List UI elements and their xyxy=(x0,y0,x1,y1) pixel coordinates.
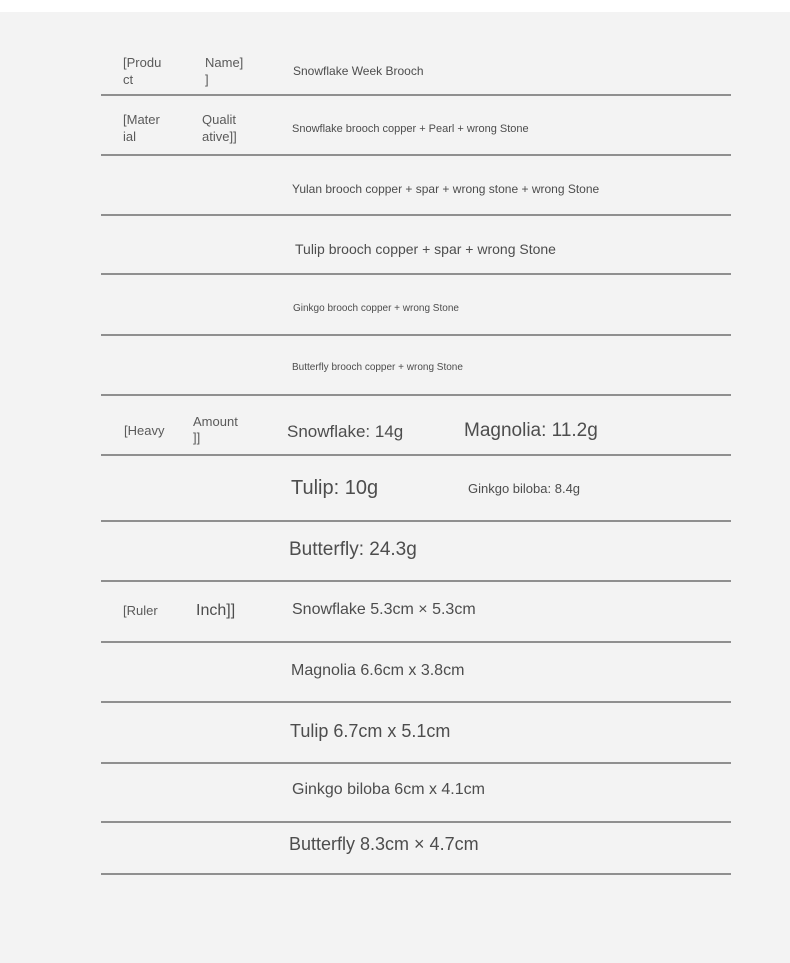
size-row xyxy=(101,703,731,764)
weight-value: Magnolia: 11.2g xyxy=(464,420,598,441)
product-name-label-b2: ] xyxy=(205,72,209,87)
size-row xyxy=(101,643,731,703)
material-value: Tulip brooch copper + spar + wrong Stone xyxy=(295,241,556,257)
size-row xyxy=(101,764,731,823)
size-label-b: Inch]] xyxy=(196,602,236,619)
material-value: Snowflake brooch copper + Pearl + wrong Stone xyxy=(292,123,529,135)
weight-value: Ginkgo biloba: 8.4g xyxy=(468,481,581,496)
product-name-label-a2: ct xyxy=(123,72,134,87)
size-value: Snowflake 5.3cm × 5.3cm xyxy=(292,601,476,618)
material-label-a1: [Mater xyxy=(123,112,160,127)
product-name-value: Snowflake Week Brooch xyxy=(293,64,424,78)
weight-value: Snowflake: 14g xyxy=(287,422,404,441)
weight-label-b2: ]] xyxy=(193,430,201,445)
material-value: Yulan brooch copper + spar + wrong stone + wrong Stone xyxy=(292,182,600,196)
material-row xyxy=(101,275,731,336)
size-value: Tulip 6.7cm x 5.1cm xyxy=(290,721,451,741)
size-value: Ginkgo biloba 6cm x 4.1cm xyxy=(292,781,485,798)
weight-row xyxy=(101,522,731,582)
weight-label-b1: Amount xyxy=(193,414,238,429)
size-value: Butterfly 8.3cm × 4.7cm xyxy=(289,834,479,854)
size-row xyxy=(101,823,731,875)
weight-row xyxy=(101,396,731,456)
product-name-label-b1: Name] xyxy=(205,55,244,70)
material-value: Butterfly brooch copper + wrong Stone xyxy=(292,362,463,373)
material-row xyxy=(101,336,731,396)
material-row xyxy=(101,96,731,156)
product-name-label-a1: [Produ xyxy=(123,55,162,70)
material-row xyxy=(101,216,731,275)
weight-value: Butterfly: 24.3g xyxy=(289,539,417,560)
weight-label-a: [Heavy xyxy=(124,423,165,438)
product-name-row xyxy=(101,48,731,96)
size-value: Magnolia 6.6cm x 3.8cm xyxy=(291,662,465,679)
material-row xyxy=(101,156,731,216)
material-value: Ginkgo brooch copper + wrong Stone xyxy=(293,303,459,314)
material-label-b1: Qualit xyxy=(202,112,236,127)
material-label-a2: ial xyxy=(123,129,137,144)
material-label-b2: ative]] xyxy=(202,129,237,144)
size-row xyxy=(101,582,731,643)
size-label-a: [Ruler xyxy=(123,603,158,618)
row-divider xyxy=(101,873,731,875)
weight-row xyxy=(101,456,731,522)
weight-value: Tulip: 10g xyxy=(291,477,379,499)
